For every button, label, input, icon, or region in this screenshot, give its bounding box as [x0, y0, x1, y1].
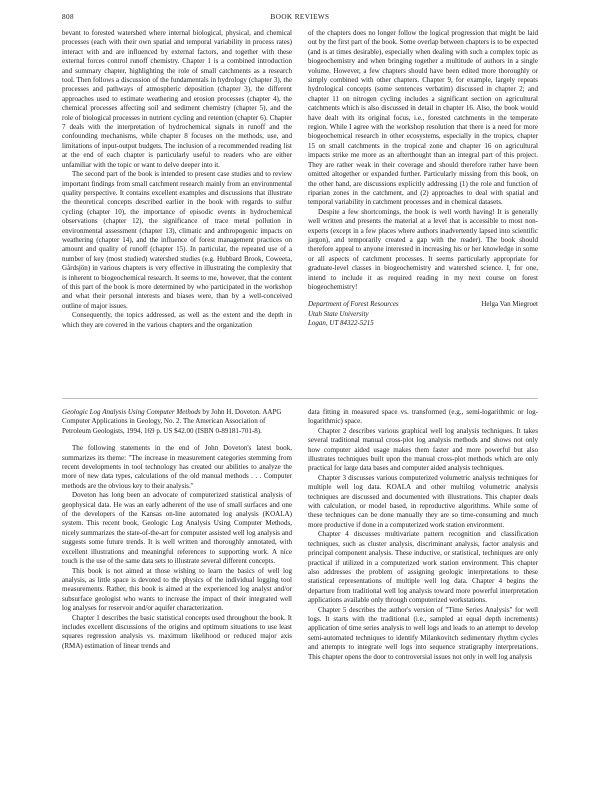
paragraph: bevant to forested watershed where internal biological, physical, and chemical processes (each with their own spatial and temporal variability in process rates) interact with and are influenced by external factors, and together with these external forces control runoff chemistry. Chapter 1 is a combined introduction and summary chapter, highlighting the role of small catchments as a research tool. Then follows a discussion of the fundamentals in hydrology (chapter 3), the processes and pathways of atmospheric deposition (chapter 3), the different approaches used to estimate weathering and erosion processes (chapter 4), the chemical processes affecting soil and sediment chemistry (chapter 5), and the role of biological processes in nutrient cycling and retention (chapter 6). Chapter 7 deals with the interpretation of hydrochemical signals in runoff and the confounding mechanisms, while chapter 8 focuses on the methods, use, and limitations of input-output budgets. The inclusion of a recommended reading list at the end of each chapter is particularly useful to readers who are either unfamiliar with the topic or want to delve deeper into it.	[62, 29, 292, 169]
book-title: Geologic Log Analysis Using Computer Methods	[62, 408, 201, 416]
reviewer-university: Utah State University	[308, 309, 369, 318]
paragraph: The following statements in the end of John Doveton's latest book, summarizes its theme: "The increase in measurement categories stemming from recent developments in tool technology has created our abilities to analyze the more of new data types, calculations of the old manual methods . . . Computer methods are the obvious key to their analysis."	[62, 444, 292, 490]
paragraph: This book is not aimed at those wishing to learn the basics of well log analysis, as little space is devoted to the physics of the individual logging tool measurements. Rather, this book is aimed at the experienced log analyst and/or subsurface geologist who wants to increase the impact of their integrated well log analyses for reservoir and/or aquifer characterization.	[62, 566, 292, 613]
reviewer-department: Department of Forest Resources	[308, 300, 399, 309]
book-details: by John H. Doveton. AAPG Computer Applications in Geology, No. 2. The American Association of Petroleum Geologists, 1994, 169 p. US $42.00 (ISBN 0-89181-701-8).	[62, 408, 282, 435]
book-citation	[62, 408, 292, 436]
reviewer-name: Helga Van Miegroet	[481, 300, 538, 309]
review2-right-column	[308, 408, 538, 662]
review1-left-column	[62, 29, 292, 330]
paragraph: Chapter 1 describes the basic statistical concepts used throughout the book. It includes excellent discussions of the origins and optimum situations to use least squares regression analysis vs. maximum likelihood or reduced major axis (RMA) estimation of linear trends and	[62, 613, 292, 650]
reviewer-location: Logan, UT 84322-5215	[308, 318, 374, 327]
review2-left-column	[62, 408, 292, 651]
page-number: 808	[62, 13, 74, 21]
section-divider	[62, 398, 538, 399]
paragraph: Doveton has long been an advocate of computerized statistical analysis of geophysical data. He was an early adherent of the use of small surfaces and one of the developers of the Kansas on-line automated log analysis (KOALA) system. This recent book, Geologic Log Analysis Using Computer Methods, nicely summarizes the state-of-the-art for computer assisted well log analysis and suggests some future trends. It is well written and thoroughly annotated, with excellent illustrations and meaningful references to supporting work. A nice touch is the use of the same data sets to illustrate several different concepts.	[62, 491, 292, 566]
paragraph: of the chapters does no longer follow the logical progression that might be laid out by the first part of the book. Some overlap between chapters is to be expected (and is at times desirable), especially when dealing with such a complex topic as biogeochemistry and when bringing together a multitude of authors in a single volume. However, a few chapters should have been edited more thoroughly or simply combined with other chapters. Chapter 9, for example, largely repeats hydrological concepts (some sentences verbatim) discussed in chapter 2; and chapter 11 on nitrogen cycling includes a significant section on agricultural catchments which is also discussed in detail in chapter 16. Also, the book would have dealt with its original focus, i.e., forested catchments in the temperate region. While I agree with the workshop resolution that there is a need for more biogeochemical research in other ecosystems, especially in the tropics, chapter 15 on small catchments in the tropical zone and chapter 16 on agricultural impacts strike me more as an afterthought than an integral part of this project. They are rather weak in their coverage and should therefore rather have been omitted altogether or expanded further. Particularly missing from this book, on the other hand, are discussions explicitly addressing (1) the role and function of riparian zones in the catchment, and (2) approaches to deal with spatial and temporal variability in catchment processes and in chemical datasets.	[308, 29, 538, 207]
paragraph: The second part of the book is intended to present case studies and to review important findings from small catchment research mainly from an environmental quality perspective. It contains excellent examples and discussions that illustrate the theoretical concepts described earlier in the book with regards to sulfur cycling (chapter 10), the importance of episodic events in hydrochemical observations (chapter 12), the significance of trace metal pollution in environmental assessment (chapter 13), climatic and anthropogenic impacts on weathering (chapter 14), and the influence of forest management practices on amount and quality of runoff (chapter 15). In particular, the repeated use of a number of key (most studied) watershed studies (e.g. Hubbard Brook, Coweeta, Gårdsjön) in various chapters is very effective in illustrating the complexity that is inherent to biogeochemical research. It seems to me, however, that the content of this part of the book is more determined by who participated in the workshop and what their personal interests and biases were, than by a well-conceived outline of major issues.	[62, 170, 292, 310]
paragraph: Chapter 4 discusses multivariate pattern recognition and classification techniques, such as cluster analysis, discriminant analysis, factor analysis and principal component analysis. These inductive, or statistical, techniques are only practical if utilized in a computerized work station environment. This chapter also addresses the problem of assigning geologic interpretations to these statistical representations of multiple well log data. Chapter 4 begins the departure from traditional well log analysis toward more powerful interpretation applications available only through computerized workstations.	[308, 530, 538, 605]
paragraph: Chapter 5 describes the author's version of "Time Series Analysis" for well logs. It starts with the traditional (i.e., sampled at equal depth increments) application of time series analysis to well logs and leads to an attempt to develop semi-automated techniques to identify Milankovitch sedimentary rhythm cycles and attempts to integrate well logs into sequence stratigraphy interpretations. This chapter opens the door to controversial issues not only in well log analysis	[308, 605, 538, 661]
paragraph: Despite a few shortcomings, the book is well worth having! It is generally well written and presents the material at a level that is accessible to most non-experts (except in a few places where authors inadvertently lapsed into scientific jargon), and temporarily created a gap with the reader). The book should therefore appeal to anyone interested in increasing his or her knowledge in some or all aspects of catchment processes. It seems particularly appropriate for graduate-level classes in biogeochemistry and watershed science. I, for one, intend to include it as required reading in my next course on forest biogeochemistry!	[308, 207, 538, 291]
paragraph: Chapter 3 discusses various computerized volumetric analysis techniques for multiple well log data. KOALA and other multilog volumetric analysis techniques are discussed and documented with illustrations. This chapter deals with calculation, or model based, in reproductive algorithms. While some of these techniques can be done manually they are so time-consuming and much more productive if done in a computerized work station environment.	[308, 473, 538, 529]
reviewer-signature	[308, 300, 538, 340]
running-head	[62, 13, 538, 25]
paragraph: Chapter 2 describes various graphical well log analysis techniques. It takes several traditional manual cross-plot log analysis methods and shows not only how computer aided usage makes them faster and more powerful but also illustrates techniques built upon the manual cross-plot methods which are only practical for large data bases and computer aided analysis techniques.	[308, 426, 538, 473]
paragraph: data fitting in measured space vs. transformed (e.g., semi-logarithmic or log-logarithmic) space.	[308, 408, 538, 426]
paragraph: Consequently, the topics addressed, as well as the extent and the depth in which they are covered in the various chapters and the organization	[62, 311, 292, 329]
running-title: BOOK REVIEWS	[270, 13, 330, 21]
review1-right-column	[308, 29, 538, 340]
